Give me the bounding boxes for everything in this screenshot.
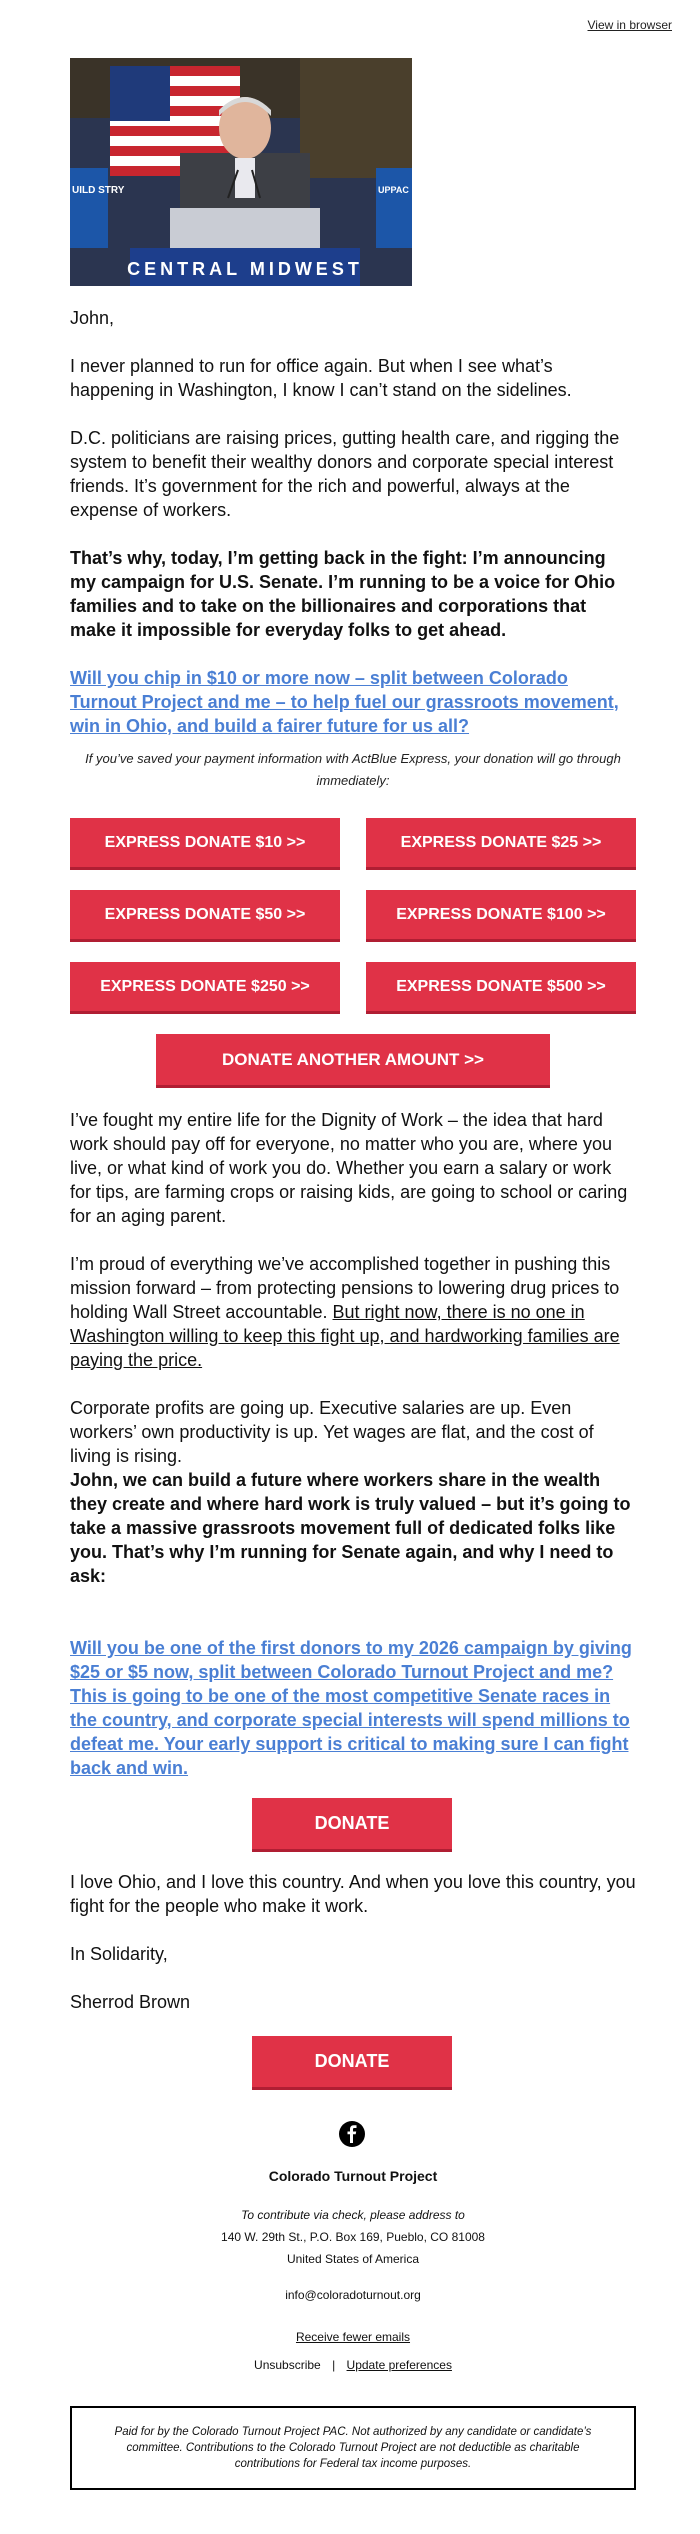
greeting: John, [70,308,115,328]
paragraph-5-text: I’m proud of everything we’ve accomplished together in pushing this mission forward – from protecting pensions to lowering drug prices to holding Wall Street accountable. [70,1254,620,1322]
footer-email: info@coloradoturnout.org [285,2288,421,2302]
paragraph-1: I never planned to run for office again. But when I see what’s happening in Washington, I know I can’t stand on the sidelines. [70,356,572,400]
ask-link-2[interactable]: Will you be one of the first donors to my 2026 campaign by giving $25 or $5 now, split between Colorado Turnout Project and me? This is going to be one of the most competitive Senate races in the country, and corporate special interests will spend millions to defeat me. Your early support is critical to making sure I can fight back and win. [70,1638,632,1778]
donate-button-1[interactable]: DONATE [252,1798,452,1852]
express-donate-100-button[interactable]: EXPRESS DONATE $100 >> [366,890,636,942]
view-in-browser-container [588,18,672,32]
hero-sign-text: CENTRAL MIDWEST [127,259,363,279]
view-in-browser-link[interactable]: View in browser [587,18,672,32]
express-donate-10-button[interactable]: EXPRESS DONATE $10 >> [70,818,340,870]
footer-address-line-2: United States of America [286,2252,420,2266]
footer-org: Colorado Turnout Project [268,2168,438,2184]
unsubscribe-link[interactable]: Unsubscribe [254,2358,321,2372]
signature: Sherrod Brown [70,1992,191,2012]
paragraph-5-underlined: But right now, there is no one in Washington willing to keep this fight up, and hardworking families are paying the price. [70,1302,620,1370]
donate-button-2[interactable]: DONATE [252,2036,452,2090]
receive-fewer-emails-link[interactable]: Receive fewer emails [295,2330,411,2344]
paragraph-3-bold: That’s why, today, I’m getting back in the fight: I’m announcing my campaign for U.S. Senate. I’m running to be a voice for Ohio families and to take on the billionaires and corporations that make it impossible for everyday folks to get ahead. [70,548,616,640]
paragraph-7-bold: John, we can build a future where workers share in the wealth they create and where hard work is truly valued – but it’s going to take a massive grassroots movement full of dedicated folks like you. That’s why I’m running for Senate again, and why I need to ask: [70,1470,631,1586]
express-donate-250-button[interactable]: EXPRESS DONATE $250 >> [70,962,340,1014]
facebook-glyph-icon [346,2125,358,2143]
footer-check-note: To contribute via check, please address to [241,2208,465,2222]
express-note: If you’ve saved your payment information with ActBlue Express, your donation will go through immediately: [85,751,621,788]
paragraph-2: D.C. politicians are raising prices, gutting health care, and rigging the system to benefit their wealthy donors and corporate special interest friends. It’s government for the rich and powerful, always at the expense of workers. [70,428,620,520]
footer-fewer-container [70,2330,636,2344]
express-donate-50-button[interactable]: EXPRESS DONATE $50 >> [70,890,340,942]
donate-another-amount-button[interactable]: DONATE ANOTHER AMOUNT >> [156,1034,550,1088]
footer-link-separator: | [332,2358,336,2372]
closing: In Solidarity, [70,1944,168,1964]
footer-links-row [70,2358,636,2372]
paragraph-6: Corporate profits are going up. Executive salaries are up. Even workers’ own productivity is up. Yet wages are flat, and the cost of living is rising. [70,1398,594,1466]
paragraph-5 [70,1252,636,1372]
disclaimer-text: Paid for by the Colorado Turnout Project PAC. Not authorized by any candidate or candidate’s committee. Contributions to the Colorado Turnout Project are not deductible as charitable contributions for Federal tax income purposes. [114,2426,592,2470]
hero-illustration [70,58,412,286]
disclaimer-box [70,2406,636,2490]
paragraph-4: I’ve fought my entire life for the Dignity of Work – the idea that hard work should pay off for everyone, no matter who you are, where you live, or what kind of work you do. Whether you earn a salary or work for tips, are farming crops or raising kids, are going to school or caring for an aging parent. [70,1110,628,1226]
footer-address-line-1: 140 W. 29th St., P.O. Box 169, Pueblo, CO 81008 [221,2230,485,2244]
express-donate-25-button[interactable]: EXPRESS DONATE $25 >> [366,818,636,870]
update-preferences-link[interactable]: Update preferences [346,2358,452,2372]
hero-image [70,58,412,286]
paragraph-8: I love Ohio, and I love this country. And when you love this country, you fight for the people who make it work. [70,1872,636,1916]
hero-left-banner: UILD STRY [72,185,125,196]
ask-link-1[interactable]: Will you chip in $10 or more now – split between Colorado Turnout Project and me – to help fuel our grassroots movement, win in Ohio, and build a fairer future for us all? [70,668,619,736]
hero-right-banner: UPPAC [378,185,409,195]
facebook-icon[interactable] [339,2121,365,2147]
express-donate-500-button[interactable]: EXPRESS DONATE $500 >> [366,962,636,1014]
